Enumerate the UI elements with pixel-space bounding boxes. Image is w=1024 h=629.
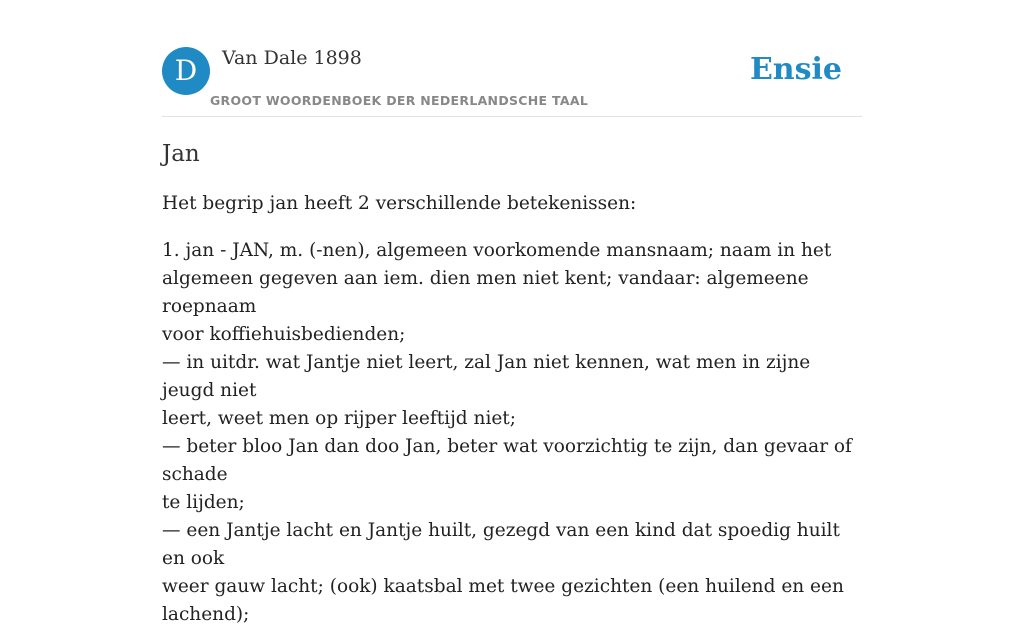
definition-line: algemeen gegeven aan iem. dien men niet kent; vandaar: algemeene roepnaam <box>162 268 809 317</box>
entry-intro: Het begrip jan heeft 2 verschillende betekenissen: <box>162 193 637 214</box>
definition-line: lachend); <box>162 604 250 625</box>
dictionary-subtitle: GROOT WOORDENBOEK DER NEDERLANDSCHE TAAL <box>210 93 589 108</box>
definition-line: — in uitdr. wat Jantje niet leert, zal Jan niet kennen, wat men in zijne jeugd niet <box>162 352 811 401</box>
page-header <box>162 46 862 117</box>
definition-line: weer gauw lacht; (ook) kaatsbal met twee gezichten (een huilend en een <box>162 576 844 597</box>
definition-line: voor koffiehuisbedienden; <box>162 324 406 345</box>
definition-line: — een Jantje lacht en Jantje huilt, gezegd van een kind dat spoedig huilt en ook <box>162 520 840 569</box>
brand-logo-link[interactable]: Ensie <box>749 52 842 87</box>
definition-line: — beter bloo Jan dan doo Jan, beter wat voorzichtig te zijn, dan gevaar of schade <box>162 436 852 485</box>
definition-line: 1. jan - JAN, m. (-nen), algemeen voorkomende mansnaam; naam in het <box>162 240 832 261</box>
dictionary-name[interactable]: Van Dale 1898 <box>222 47 362 69</box>
entry-title: Jan <box>162 141 200 167</box>
entry-content <box>162 138 862 629</box>
definition-line: leert, weet men op rijper leeftijd niet; <box>162 408 516 429</box>
definition-line: te lijden; <box>162 492 245 513</box>
entry-definition <box>162 237 862 629</box>
dictionary-logo[interactable]: D <box>162 47 210 95</box>
